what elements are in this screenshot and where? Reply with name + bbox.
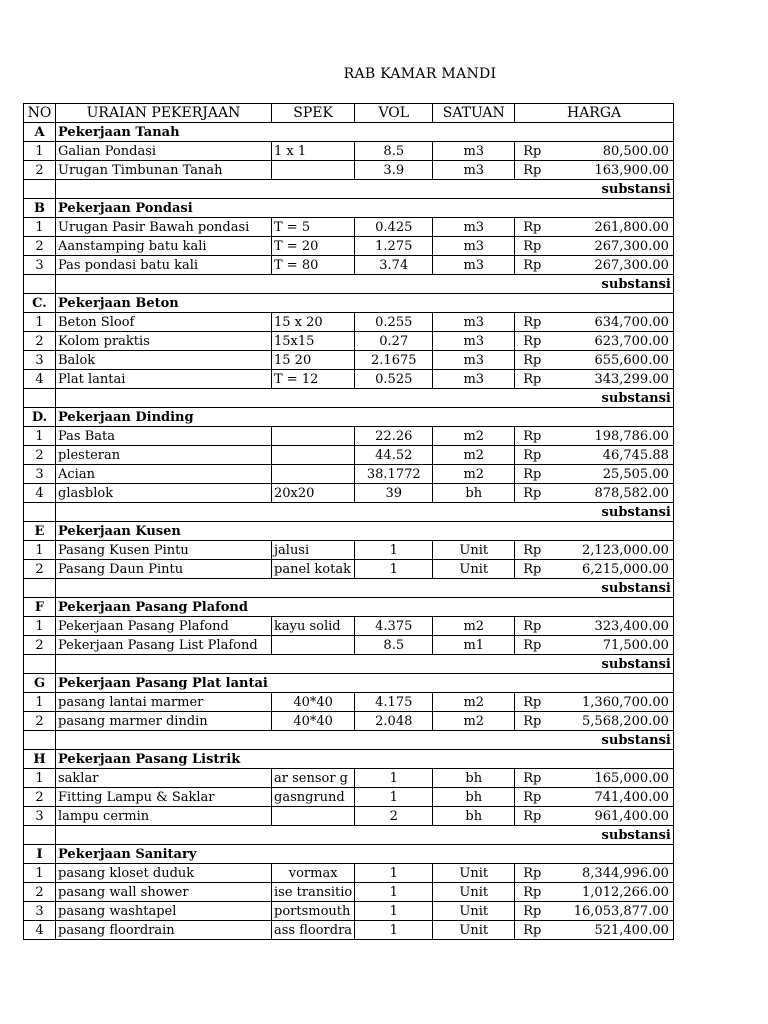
subtotal-spacer — [24, 503, 56, 522]
item-description: Fitting Lampu & Saklar — [56, 788, 272, 807]
item-unit: bh — [433, 769, 515, 788]
item-price: 261,800.00 — [572, 218, 674, 237]
header-uraian: URAIAN PEKERJAAN — [56, 104, 272, 123]
item-unit: m1 — [433, 636, 515, 655]
item-unit: m3 — [433, 218, 515, 237]
item-description: pasang washtapel — [56, 902, 272, 921]
section-row — [24, 674, 674, 693]
item-no: 3 — [24, 807, 56, 826]
currency-label: Rp — [515, 864, 572, 883]
section-row — [24, 294, 674, 313]
item-no: 1 — [24, 541, 56, 560]
currency-label: Rp — [515, 902, 572, 921]
item-description: Aanstamping batu kali — [56, 237, 272, 256]
item-volume: 1 — [355, 560, 433, 579]
item-spec: portsmouth — [272, 902, 355, 921]
item-price: 655,600.00 — [572, 351, 674, 370]
subtotal-label: substansi — [56, 180, 674, 199]
currency-label: Rp — [515, 370, 572, 389]
item-description: plesteran — [56, 446, 272, 465]
currency-label: Rp — [515, 617, 572, 636]
section-title: Pekerjaan Kusen — [56, 522, 674, 541]
table-row — [24, 712, 674, 731]
currency-label: Rp — [515, 788, 572, 807]
item-spec: jalusi — [272, 541, 355, 560]
item-price: 623,700.00 — [572, 332, 674, 351]
table-row — [24, 218, 674, 237]
item-unit: bh — [433, 788, 515, 807]
item-unit: Unit — [433, 541, 515, 560]
item-no: 3 — [24, 351, 56, 370]
item-description: Plat lantai — [56, 370, 272, 389]
currency-label: Rp — [515, 446, 572, 465]
item-volume: 39 — [355, 484, 433, 503]
currency-label: Rp — [515, 541, 572, 560]
item-price: 741,400.00 — [572, 788, 674, 807]
subtotal-spacer — [24, 275, 56, 294]
currency-label: Rp — [515, 142, 572, 161]
item-volume: 1 — [355, 541, 433, 560]
item-description: pasang wall shower — [56, 883, 272, 902]
page-title: RAB KAMAR MANDI — [343, 66, 497, 82]
item-no: 1 — [24, 313, 56, 332]
item-price: 323,400.00 — [572, 617, 674, 636]
item-price: 634,700.00 — [572, 313, 674, 332]
currency-label: Rp — [515, 712, 572, 731]
header-no: NO — [24, 104, 56, 123]
item-description: glasblok — [56, 484, 272, 503]
item-no: 1 — [24, 864, 56, 883]
table-row — [24, 636, 674, 655]
item-price: 165,000.00 — [572, 769, 674, 788]
section-code: D. — [24, 408, 56, 427]
item-unit: m3 — [433, 351, 515, 370]
currency-label: Rp — [515, 218, 572, 237]
item-price: 46,745.88 — [572, 446, 674, 465]
item-price: 5,568,200.00 — [572, 712, 674, 731]
item-spec — [272, 161, 355, 180]
table-row — [24, 883, 674, 902]
item-no: 3 — [24, 256, 56, 275]
currency-label: Rp — [515, 807, 572, 826]
item-description: Galian Pondasi — [56, 142, 272, 161]
item-unit: Unit — [433, 560, 515, 579]
section-title: Pekerjaan Beton — [56, 294, 674, 313]
item-unit: m3 — [433, 370, 515, 389]
item-spec: 15 20 — [272, 351, 355, 370]
table-row — [24, 693, 674, 712]
item-description: saklar — [56, 769, 272, 788]
item-description: Balok — [56, 351, 272, 370]
table-row — [24, 313, 674, 332]
table-row — [24, 788, 674, 807]
item-volume: 3.74 — [355, 256, 433, 275]
item-no: 1 — [24, 427, 56, 446]
table-row — [24, 161, 674, 180]
table-row — [24, 446, 674, 465]
section-title: Pekerjaan Sanitary — [56, 845, 674, 864]
item-volume: 44.52 — [355, 446, 433, 465]
item-volume: 0.27 — [355, 332, 433, 351]
table-row — [24, 370, 674, 389]
item-volume: 38.1772 — [355, 465, 433, 484]
item-volume: 8.5 — [355, 636, 433, 655]
item-no: 2 — [24, 560, 56, 579]
subtotal-spacer — [24, 826, 56, 845]
item-description: Pasang Daun Pintu — [56, 560, 272, 579]
item-description: pasang floordrain — [56, 921, 272, 940]
item-volume: 1 — [355, 921, 433, 940]
item-unit: m2 — [433, 693, 515, 712]
currency-label: Rp — [515, 256, 572, 275]
item-price: 8,344,996.00 — [572, 864, 674, 883]
header-harga: HARGA — [515, 104, 674, 123]
subtotal-spacer — [24, 655, 56, 674]
item-spec: ar sensor g — [272, 769, 355, 788]
item-no: 3 — [24, 902, 56, 921]
item-spec: ass floordra — [272, 921, 355, 940]
item-spec: ise transitio — [272, 883, 355, 902]
item-unit: m3 — [433, 313, 515, 332]
item-spec: 40*40 — [272, 712, 355, 731]
subtotal-spacer — [24, 731, 56, 750]
item-description: Urugan Timbunan Tanah — [56, 161, 272, 180]
item-price: 343,299.00 — [572, 370, 674, 389]
item-spec: gasngrund — [272, 788, 355, 807]
section-title: Pekerjaan Pondasi — [56, 199, 674, 218]
item-price: 521,400.00 — [572, 921, 674, 940]
item-unit: Unit — [433, 883, 515, 902]
subtotal-row — [24, 275, 674, 294]
item-no: 1 — [24, 769, 56, 788]
item-unit: bh — [433, 484, 515, 503]
item-spec: 1 x 1 — [272, 142, 355, 161]
item-spec: T = 12 — [272, 370, 355, 389]
currency-label: Rp — [515, 332, 572, 351]
item-description: Kolom praktis — [56, 332, 272, 351]
item-spec: 15 x 20 — [272, 313, 355, 332]
currency-label: Rp — [515, 484, 572, 503]
item-no: 2 — [24, 883, 56, 902]
currency-label: Rp — [515, 237, 572, 256]
table-row — [24, 142, 674, 161]
item-description: pasang lantai marmer — [56, 693, 272, 712]
section-title: Pekerjaan Pasang Plat lantai — [56, 674, 674, 693]
table-row — [24, 465, 674, 484]
table-row — [24, 541, 674, 560]
item-unit: m2 — [433, 617, 515, 636]
item-no: 2 — [24, 332, 56, 351]
section-title: Pekerjaan Tanah — [56, 123, 674, 142]
item-price: 2,123,000.00 — [572, 541, 674, 560]
item-price: 878,582.00 — [572, 484, 674, 503]
item-description: Pekerjaan Pasang Plafond — [56, 617, 272, 636]
item-description: pasang kloset duduk — [56, 864, 272, 883]
item-no: 1 — [24, 693, 56, 712]
item-volume: 1 — [355, 902, 433, 921]
section-row — [24, 845, 674, 864]
subtotal-row — [24, 826, 674, 845]
table-row — [24, 332, 674, 351]
item-spec: vormax — [272, 864, 355, 883]
section-code: I — [24, 845, 56, 864]
item-unit: m2 — [433, 446, 515, 465]
item-description: pasang marmer dindin — [56, 712, 272, 731]
header-vol: VOL — [355, 104, 433, 123]
item-no: 4 — [24, 484, 56, 503]
item-volume: 0.425 — [355, 218, 433, 237]
currency-label: Rp — [515, 427, 572, 446]
table-row — [24, 256, 674, 275]
item-description: Beton Sloof — [56, 313, 272, 332]
item-volume: 3.9 — [355, 161, 433, 180]
item-spec: T = 80 — [272, 256, 355, 275]
table-row — [24, 617, 674, 636]
currency-label: Rp — [515, 560, 572, 579]
item-spec: 15x15 — [272, 332, 355, 351]
subtotal-label: substansi — [56, 655, 674, 674]
item-no: 2 — [24, 788, 56, 807]
item-no: 2 — [24, 237, 56, 256]
table-row — [24, 351, 674, 370]
subtotal-row — [24, 655, 674, 674]
currency-label: Rp — [515, 693, 572, 712]
section-title: Pekerjaan Pasang Listrik — [56, 750, 674, 769]
subtotal-spacer — [24, 180, 56, 199]
item-no: 2 — [24, 712, 56, 731]
item-no: 2 — [24, 446, 56, 465]
item-unit: m3 — [433, 332, 515, 351]
table-row — [24, 237, 674, 256]
item-price: 1,012,266.00 — [572, 883, 674, 902]
header-spek: SPEK — [272, 104, 355, 123]
item-description: Pas Bata — [56, 427, 272, 446]
item-no: 4 — [24, 921, 56, 940]
item-description: Pasang Kusen Pintu — [56, 541, 272, 560]
section-code: C. — [24, 294, 56, 313]
currency-label: Rp — [515, 883, 572, 902]
item-unit: m2 — [433, 465, 515, 484]
subtotal-label: substansi — [56, 731, 674, 750]
cost-table — [23, 103, 674, 940]
currency-label: Rp — [515, 161, 572, 180]
item-price: 267,300.00 — [572, 237, 674, 256]
item-spec: kayu solid — [272, 617, 355, 636]
item-unit: Unit — [433, 902, 515, 921]
subtotal-label: substansi — [56, 503, 674, 522]
item-no: 1 — [24, 617, 56, 636]
item-price: 198,786.00 — [572, 427, 674, 446]
item-description: Acian — [56, 465, 272, 484]
section-code: E — [24, 522, 56, 541]
currency-label: Rp — [515, 351, 572, 370]
subtotal-spacer — [24, 389, 56, 408]
item-price: 267,300.00 — [572, 256, 674, 275]
currency-label: Rp — [515, 921, 572, 940]
item-spec: panel kotak — [272, 560, 355, 579]
item-spec — [272, 427, 355, 446]
item-price: 16,053,877.00 — [572, 902, 674, 921]
item-volume: 22.26 — [355, 427, 433, 446]
item-volume: 1 — [355, 788, 433, 807]
subtotal-label: substansi — [56, 275, 674, 294]
section-row — [24, 408, 674, 427]
item-volume: 1 — [355, 883, 433, 902]
item-price: 80,500.00 — [572, 142, 674, 161]
item-spec — [272, 465, 355, 484]
item-volume: 1.275 — [355, 237, 433, 256]
table-row — [24, 560, 674, 579]
section-row — [24, 123, 674, 142]
section-title: Pekerjaan Pasang Plafond — [56, 598, 674, 617]
header-satuan: SATUAN — [433, 104, 515, 123]
item-price: 1,360,700.00 — [572, 693, 674, 712]
item-unit: Unit — [433, 864, 515, 883]
item-description: Pas pondasi batu kali — [56, 256, 272, 275]
section-code: A — [24, 123, 56, 142]
subtotal-label: substansi — [56, 579, 674, 598]
section-title: Pekerjaan Dinding — [56, 408, 674, 427]
subtotal-row — [24, 731, 674, 750]
item-price: 71,500.00 — [572, 636, 674, 655]
item-description: Pekerjaan Pasang List Plafond — [56, 636, 272, 655]
item-unit: m3 — [433, 142, 515, 161]
item-volume: 2.048 — [355, 712, 433, 731]
item-unit: m2 — [433, 712, 515, 731]
item-unit: m3 — [433, 237, 515, 256]
item-price: 961,400.00 — [572, 807, 674, 826]
section-code: F — [24, 598, 56, 617]
subtotal-spacer — [24, 579, 56, 598]
currency-label: Rp — [515, 769, 572, 788]
item-price: 6,215,000.00 — [572, 560, 674, 579]
item-volume: 2 — [355, 807, 433, 826]
section-code: H — [24, 750, 56, 769]
item-spec: 20x20 — [272, 484, 355, 503]
item-spec: T = 5 — [272, 218, 355, 237]
section-code: G — [24, 674, 56, 693]
subtotal-row — [24, 579, 674, 598]
table-row — [24, 864, 674, 883]
item-volume: 4.175 — [355, 693, 433, 712]
item-no: 2 — [24, 636, 56, 655]
item-price: 25,505.00 — [572, 465, 674, 484]
item-no: 1 — [24, 218, 56, 237]
item-price: 163,900.00 — [572, 161, 674, 180]
table-row — [24, 484, 674, 503]
item-volume: 0.255 — [355, 313, 433, 332]
table-row — [24, 902, 674, 921]
item-unit: Unit — [433, 921, 515, 940]
item-description: lampu cermin — [56, 807, 272, 826]
section-row — [24, 522, 674, 541]
item-no: 1 — [24, 142, 56, 161]
item-volume: 1 — [355, 864, 433, 883]
item-spec: T = 20 — [272, 237, 355, 256]
item-volume: 0.525 — [355, 370, 433, 389]
subtotal-row — [24, 180, 674, 199]
item-volume: 4.375 — [355, 617, 433, 636]
section-row — [24, 199, 674, 218]
item-description: Urugan Pasir Bawah pondasi — [56, 218, 272, 237]
item-spec — [272, 636, 355, 655]
item-volume: 2.1675 — [355, 351, 433, 370]
item-unit: m3 — [433, 256, 515, 275]
currency-label: Rp — [515, 465, 572, 484]
table-row — [24, 769, 674, 788]
item-unit: m2 — [433, 427, 515, 446]
item-unit: m3 — [433, 161, 515, 180]
subtotal-row — [24, 389, 674, 408]
item-no: 4 — [24, 370, 56, 389]
item-unit: bh — [433, 807, 515, 826]
currency-label: Rp — [515, 636, 572, 655]
currency-label: Rp — [515, 313, 572, 332]
section-row — [24, 598, 674, 617]
subtotal-label: substansi — [56, 389, 674, 408]
section-row — [24, 750, 674, 769]
item-no: 2 — [24, 161, 56, 180]
item-spec — [272, 807, 355, 826]
item-spec: 40*40 — [272, 693, 355, 712]
item-volume: 1 — [355, 769, 433, 788]
table-row — [24, 807, 674, 826]
subtotal-label: substansi — [56, 826, 674, 845]
subtotal-row — [24, 503, 674, 522]
header-row — [24, 104, 674, 123]
item-no: 3 — [24, 465, 56, 484]
item-spec — [272, 446, 355, 465]
section-code: B — [24, 199, 56, 218]
table-row — [24, 427, 674, 446]
item-volume: 8.5 — [355, 142, 433, 161]
table-row — [24, 921, 674, 940]
